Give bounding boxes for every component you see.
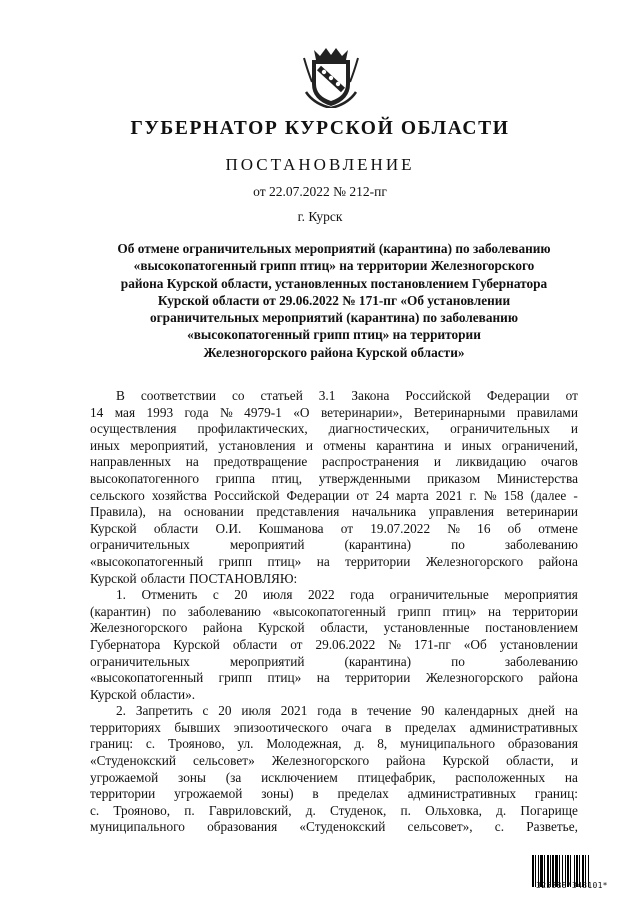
- body-line: сельского хозяйства Российской Федерации от 24 марта 2021 г. № 158 (далее -: [90, 487, 578, 503]
- barcode-number: 325888*343101*: [536, 881, 608, 890]
- body-line: Курской области О.И. Кошманова от 19.07.2022 № 16 об отмене: [90, 520, 578, 536]
- body-line: высокопатогенного гриппа птиц, утвержденными приказом Министерства: [90, 470, 578, 486]
- body-line: Железногорского района Курской области, установленные постановлением: [90, 620, 578, 636]
- body-line: иных мероприятий, установления и отмены карантина и иных ограничений,: [90, 437, 578, 453]
- body-line: Правила), на основании представления начальника управления ветеринарии: [90, 504, 578, 520]
- heading-line: «высокопатогенный грипп птиц» на территории: [187, 327, 481, 343]
- body-line: Губернатора Курской области от 29.06.2022 № 171-пг «Об установлении: [90, 636, 578, 652]
- heading-line: района Курской области, установленных постановлением Губернатора: [120, 275, 548, 291]
- body-line: территории угрожаемой зоны) в пределах административных границ:: [90, 786, 578, 802]
- body-line: ограничительных мероприятий (карантина) по заболеванию: [90, 653, 578, 669]
- body-line: Курской области ПОСТАНОВЛЯЮ:: [90, 570, 298, 586]
- body-line: муниципального образования «Студенокский сельсовет», с. Разветье,: [90, 819, 578, 835]
- heading-line: Курской области от 29.06.2022 № 171-пг «Об установлении: [157, 292, 511, 308]
- body-line: границ: с. Трояново, ул. Молодежная, д. 8, муниципального образования: [90, 736, 578, 752]
- body-line: «высокопатогенный грипп птиц» на территории Железногорского района: [90, 670, 578, 686]
- body-line: «Студенокский сельсовет» Железногорского района Курской области, и: [90, 753, 578, 769]
- document-number: от 22.07.2022 № 212-пг: [253, 184, 387, 199]
- body-line: Курской области».: [90, 686, 196, 702]
- body-line: направленных на предотвращение распространения и ликвидацию очагов: [90, 454, 578, 470]
- body-line: «высокопатогенный грипп птиц» на территории Железногорского района: [90, 553, 578, 569]
- body-line: 14 мая 1993 года № 4979-1 «О ветеринарии», Ветеринарными правилами: [90, 404, 578, 420]
- body-line: осуществления профилактических, диагностических, ограничительных и: [90, 421, 578, 437]
- document-type: ПОСТАНОВЛЕНИЕ: [225, 155, 415, 174]
- body-line: (карантин) по заболеванию «высокопатогенный грипп птиц» на территории: [90, 603, 578, 619]
- coat-of-arms-icon: [302, 42, 360, 108]
- document-city: г. Курск: [297, 209, 343, 224]
- heading-line: Железногорского района Курской области»: [203, 344, 465, 360]
- document-body: [90, 388, 578, 836]
- body-line: ограничительных мероприятий (карантина) по заболеванию: [90, 537, 578, 553]
- document-heading: [95, 240, 573, 361]
- governor-title: ГУБЕРНАТОР КУРСКОЙ ОБЛАСТИ: [130, 118, 510, 139]
- body-line: 1. Отменить с 20 июля 2022 года ограничительные мероприятия: [116, 587, 578, 603]
- body-line: с. Трояново, п. Гавриловский, д. Студенок, п. Ольховка, д. Погарище: [90, 802, 578, 818]
- heading-line: ограничительных мероприятий (карантина) по заболеванию: [150, 310, 518, 326]
- heading-line: «высокопатогенный грипп птиц» на территории Железногорского: [133, 258, 535, 274]
- heading-line: Об отмене ограничительных мероприятий (карантина) по заболеванию: [117, 241, 551, 256]
- body-line: территориях бывших эпизоотического очага в пределах административных: [90, 719, 578, 735]
- body-line: 2. Запретить с 20 июля 2021 года в течение 90 календарных дней на: [116, 703, 578, 719]
- body-line: угрожаемой зоны (за исключением птицефабрик, расположенных на: [90, 769, 578, 785]
- body-line: В соответствии со статьей 3.1 Закона Российской Федерации от: [116, 388, 578, 403]
